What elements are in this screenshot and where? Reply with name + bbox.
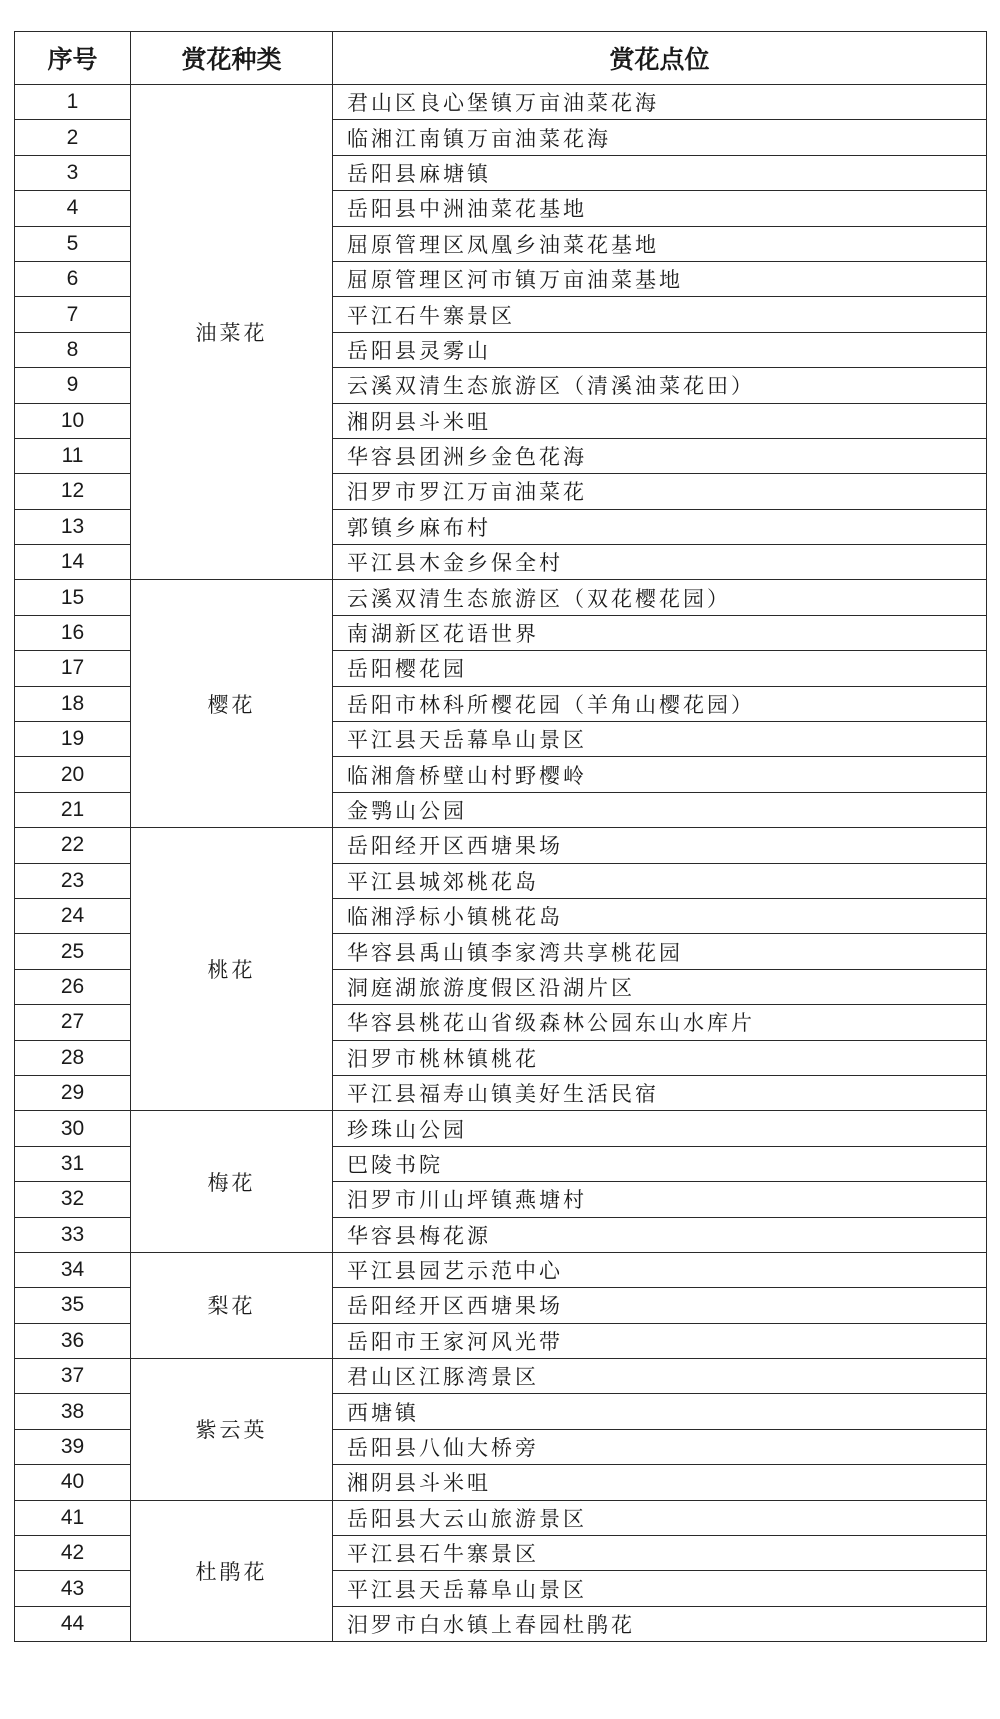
row-number: 27 — [15, 1005, 131, 1040]
location-cell: 岳阳县大云山旅游景区 — [333, 1500, 987, 1535]
row-number: 15 — [15, 580, 131, 615]
row-number: 17 — [15, 651, 131, 686]
row-number: 13 — [15, 509, 131, 544]
location-cell: 华容县桃花山省级森林公园东山水库片 — [333, 1005, 987, 1040]
location-cell: 平江县园艺示范中心 — [333, 1252, 987, 1287]
table-row — [15, 1252, 987, 1287]
location-cell: 西塘镇 — [333, 1394, 987, 1429]
location-cell: 岳阳樱花园 — [333, 651, 987, 686]
flower-type-cell: 桃花 — [131, 828, 333, 1111]
row-number: 22 — [15, 828, 131, 863]
location-cell: 岳阳市林科所樱花园（羊角山樱花园） — [333, 686, 987, 721]
location-cell: 湘阴县斗米咀 — [333, 403, 987, 438]
row-number: 33 — [15, 1217, 131, 1252]
table-row — [15, 580, 987, 615]
flower-spots-table — [14, 31, 987, 1642]
row-number: 3 — [15, 155, 131, 190]
header-no: 序号 — [15, 32, 131, 85]
location-cell: 巴陵书院 — [333, 1146, 987, 1181]
location-cell: 华容县梅花源 — [333, 1217, 987, 1252]
table-header-row — [15, 32, 987, 85]
header-flower-type: 赏花种类 — [131, 32, 333, 85]
location-cell: 君山区江豚湾景区 — [333, 1359, 987, 1394]
row-number: 42 — [15, 1536, 131, 1571]
table-row — [15, 1359, 987, 1394]
location-cell: 汨罗市川山坪镇燕塘村 — [333, 1182, 987, 1217]
location-cell: 云溪双清生态旅游区（双花樱花园） — [333, 580, 987, 615]
row-number: 36 — [15, 1323, 131, 1358]
location-cell: 平江县福寿山镇美好生活民宿 — [333, 1075, 987, 1110]
row-number: 38 — [15, 1394, 131, 1429]
row-number: 30 — [15, 1111, 131, 1146]
location-cell: 汨罗市桃林镇桃花 — [333, 1040, 987, 1075]
location-cell: 君山区良心堡镇万亩油菜花海 — [333, 85, 987, 120]
flower-type-cell: 油菜花 — [131, 85, 333, 580]
row-number: 6 — [15, 261, 131, 296]
location-cell: 屈原管理区凤凰乡油菜花基地 — [333, 226, 987, 261]
table-body — [15, 85, 987, 1642]
row-number: 11 — [15, 438, 131, 473]
row-number: 21 — [15, 792, 131, 827]
flower-type-cell: 紫云英 — [131, 1359, 333, 1501]
location-cell: 平江县城郊桃花岛 — [333, 863, 987, 898]
flower-type-cell: 杜鹃花 — [131, 1500, 333, 1642]
row-number: 32 — [15, 1182, 131, 1217]
location-cell: 临湘浮标小镇桃花岛 — [333, 898, 987, 933]
location-cell: 岳阳市王家河风光带 — [333, 1323, 987, 1358]
location-cell: 洞庭湖旅游度假区沿湖片区 — [333, 969, 987, 1004]
location-cell: 平江石牛寨景区 — [333, 297, 987, 332]
location-cell: 湘阴县斗米咀 — [333, 1465, 987, 1500]
location-cell: 汨罗市罗江万亩油菜花 — [333, 474, 987, 509]
row-number: 16 — [15, 615, 131, 650]
location-cell: 华容县禹山镇李家湾共享桃花园 — [333, 934, 987, 969]
table-row — [15, 1111, 987, 1146]
row-number: 25 — [15, 934, 131, 969]
location-cell: 岳阳经开区西塘果场 — [333, 1288, 987, 1323]
row-number: 12 — [15, 474, 131, 509]
location-cell: 岳阳县麻塘镇 — [333, 155, 987, 190]
row-number: 24 — [15, 898, 131, 933]
location-cell: 岳阳县中洲油菜花基地 — [333, 191, 987, 226]
row-number: 44 — [15, 1606, 131, 1641]
location-cell: 岳阳县灵雾山 — [333, 332, 987, 367]
location-cell: 平江县天岳幕阜山景区 — [333, 1571, 987, 1606]
row-number: 19 — [15, 722, 131, 757]
location-cell: 汨罗市白水镇上春园杜鹃花 — [333, 1606, 987, 1641]
row-number: 39 — [15, 1429, 131, 1464]
location-cell: 金鹗山公园 — [333, 792, 987, 827]
row-number: 40 — [15, 1465, 131, 1500]
location-cell: 云溪双清生态旅游区（清溪油菜花田） — [333, 368, 987, 403]
row-number: 31 — [15, 1146, 131, 1181]
table-row — [15, 85, 987, 120]
row-number: 20 — [15, 757, 131, 792]
row-number: 37 — [15, 1359, 131, 1394]
location-cell: 南湖新区花语世界 — [333, 615, 987, 650]
location-cell: 岳阳经开区西塘果场 — [333, 828, 987, 863]
row-number: 35 — [15, 1288, 131, 1323]
location-cell: 珍珠山公园 — [333, 1111, 987, 1146]
row-number: 34 — [15, 1252, 131, 1287]
row-number: 18 — [15, 686, 131, 721]
row-number: 41 — [15, 1500, 131, 1535]
location-cell: 平江县木金乡保全村 — [333, 545, 987, 580]
location-cell: 平江县天岳幕阜山景区 — [333, 722, 987, 757]
row-number: 9 — [15, 368, 131, 403]
location-cell: 平江县石牛寨景区 — [333, 1536, 987, 1571]
row-number: 43 — [15, 1571, 131, 1606]
row-number: 8 — [15, 332, 131, 367]
row-number: 7 — [15, 297, 131, 332]
flower-type-cell: 梅花 — [131, 1111, 333, 1253]
header-location: 赏花点位 — [333, 32, 987, 85]
row-number: 28 — [15, 1040, 131, 1075]
table-row — [15, 828, 987, 863]
location-cell: 郭镇乡麻布村 — [333, 509, 987, 544]
row-number: 29 — [15, 1075, 131, 1110]
row-number: 5 — [15, 226, 131, 261]
row-number: 26 — [15, 969, 131, 1004]
table-row — [15, 1500, 987, 1535]
row-number: 10 — [15, 403, 131, 438]
location-cell: 岳阳县八仙大桥旁 — [333, 1429, 987, 1464]
flower-type-cell: 樱花 — [131, 580, 333, 828]
location-cell: 临湘詹桥壁山村野樱岭 — [333, 757, 987, 792]
row-number: 2 — [15, 120, 131, 155]
location-cell: 华容县团洲乡金色花海 — [333, 438, 987, 473]
location-cell: 屈原管理区河市镇万亩油菜基地 — [333, 261, 987, 296]
location-cell: 临湘江南镇万亩油菜花海 — [333, 120, 987, 155]
flower-type-cell: 梨花 — [131, 1252, 333, 1358]
row-number: 23 — [15, 863, 131, 898]
row-number: 4 — [15, 191, 131, 226]
row-number: 14 — [15, 545, 131, 580]
row-number: 1 — [15, 85, 131, 120]
